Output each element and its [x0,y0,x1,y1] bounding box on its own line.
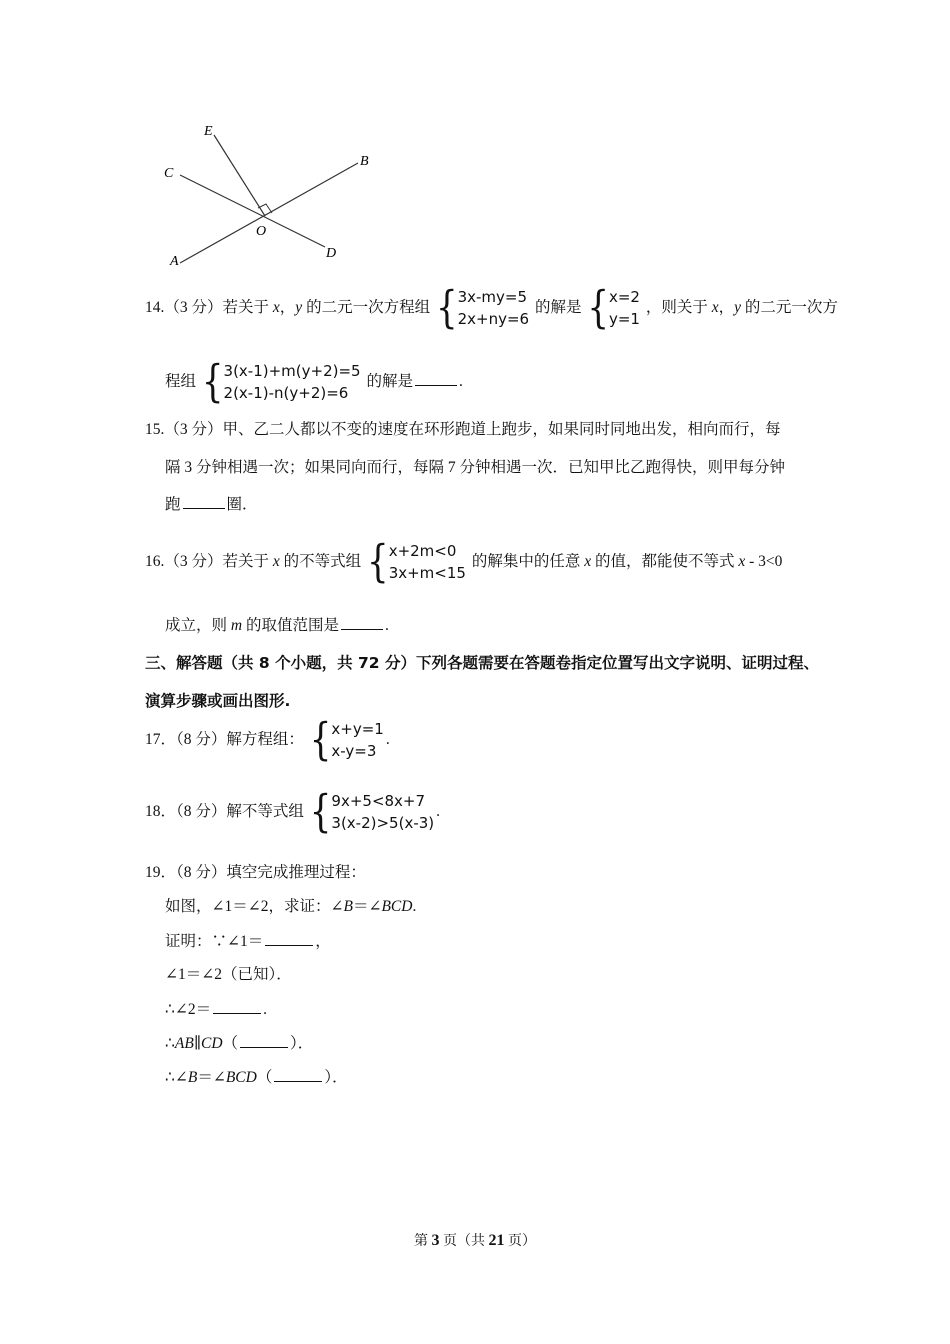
label-B: B [360,154,369,169]
label-E: E [204,124,213,139]
section3-heading-line2: 演算步骤或画出图形. [145,692,291,710]
section3-heading-line1: 三、解答题（共 8 个小题，共 72 分）下列各题需要在答题卷指定位置写出文字说明、证明过程、 [145,654,819,672]
q19-proof-step1: 证明：∵∠1＝ ， [165,933,331,950]
q19-proof-step4: ∴AB∥CD（ ）． [165,1035,314,1052]
label-C: C [164,166,174,181]
q19-title: 19．（8 分）填空完成推理过程： [145,864,366,881]
q17-system: { x+y=1 x-y=3 [309,714,384,767]
q16-answer-blank[interactable] [341,615,383,630]
label-A: A [170,254,179,269]
q15-line1: 15.（3 分）甲、乙二人都以不变的速度在环形跑道上跑步，如果同时同地出发，相向而行，每 [145,421,781,438]
q19-blank-2[interactable] [213,999,261,1014]
q19-blank-4[interactable] [274,1067,322,1082]
page-footer: 第 3 页（共 21 页） [414,1232,536,1249]
q19-proof-step5: ∴∠B＝∠BCD（ ）． [165,1069,348,1086]
label-O: O [256,224,267,239]
geometry-figure [150,115,390,275]
ray-OE [214,135,265,216]
q19-proof-step2: ∠1＝∠2（已知）． [165,966,292,983]
line-CD [180,175,325,247]
q14-system2: { 3(x-1)+m(y+2)=5 2(x-1)-n(y+2)=6 [201,356,361,409]
q18-system: { 9x+5<8x+7 3(x-2)>5(x-3) [309,786,435,839]
q18: 18．（8 分）解不等式组 { 9x+5<8x+7 3(x-2)>5(x-3) . [145,786,441,839]
q16-line2: 成立，则 m 的取值范围是 . [165,617,389,634]
q14-line1: 14.（3 分）若关于 x，y 的二元一次方程组 { 3x-my=5 2x+ny=6 的解是 { x=2 y=1 ，则关于 x，y 的二元一次方 [145,282,838,335]
q14-line2: 程组 { 3(x-1)+m(y+2)=5 2(x-1)-n(y+2)=6 的解是 . [165,356,463,409]
q15-answer-blank[interactable] [183,494,225,509]
q14-answer-blank[interactable] [415,371,457,386]
q14-solution: { x=2 y=1 [587,282,640,335]
q14-system1: { 3x-my=5 2x+ny=6 [435,282,530,335]
q19-proof-step3: ∴∠2＝ . [165,1001,267,1018]
q19-given: 如图，∠1＝∠2，求证：∠B＝∠BCD. [165,898,417,915]
q16-line1: 16.（3 分）若关于 x 的不等式组 { x+2m<0 3x+m<15 的解集中的任意 x 的值，都能使不等式 x - 3<0 [145,536,783,589]
q15-line2: 隔 3 分钟相遇一次；如果同向而行，每隔 7 分钟相遇一次．已知甲比乙跑得快，则甲每分钟 [165,459,786,476]
q19-blank-3[interactable] [240,1033,288,1048]
q15-line3: 跑 圈． [165,496,258,513]
q19-blank-1[interactable] [265,931,313,946]
q16-system: { x+2m<0 3x+m<15 [367,536,466,589]
q17: 17．（8 分）解方程组： { x+y=1 x-y=3 . [145,714,390,767]
label-D: D [326,246,337,261]
